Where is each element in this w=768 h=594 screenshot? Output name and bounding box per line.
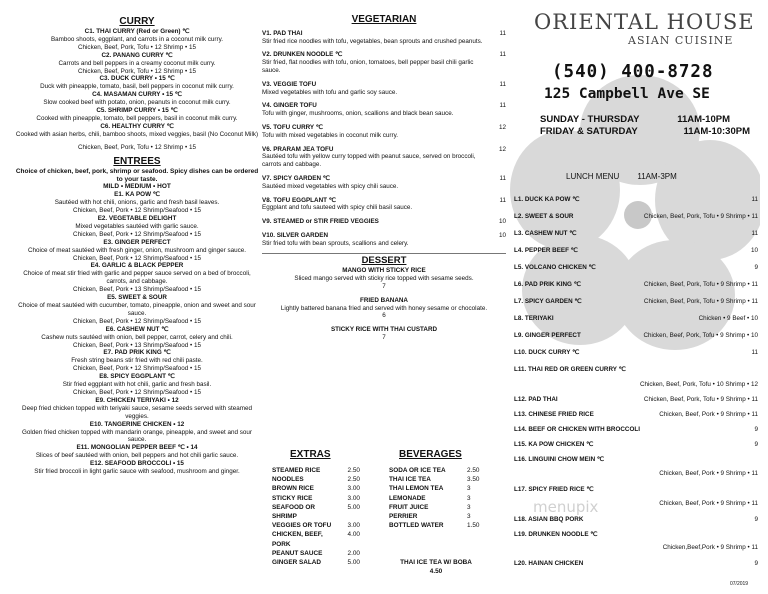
list-item: L16. LINGUINI CHOW MEIN ℃ — [514, 456, 604, 463]
list-item: Chicken,Beef,Pork • 9 Shrimp • 11 — [662, 544, 758, 551]
lunch-heading: LUNCH MENU 11AM-3PM — [566, 172, 677, 181]
table-row: STICKY RICE 3.00 — [272, 494, 360, 502]
list-item: E2. VEGETABLE DELIGHT Mixed vegetables sautéed with garlic sauce. Chicken, Beef, Pork • 12 Shrimp/Seafood • 15 — [73, 215, 201, 238]
entrees-list — [12, 191, 262, 476]
table-row: FRUIT JUICE 3 — [389, 503, 471, 511]
table-row: LEMONADE 3 — [389, 494, 471, 502]
curry-heading: CURRY — [119, 16, 155, 27]
list-item: L1. DUCK KA POW ℃ 11 — [514, 196, 758, 203]
list-item: L20. HAINAN CHICKEN 9 — [514, 560, 758, 567]
table-row: BROWN RICE 3.00 — [272, 485, 360, 493]
list-item: C6. HEALTHY CURRY ℃ Cooked with asian herbs, chili, bamboo shoots, mixed veggies, basil (No Coconut Milk) Chicken, Beef, Pork, Tofu • 12 Shrimp • 15 — [15, 122, 259, 151]
list-item: V8. TOFU EGGPLANT ℃ 11 Eggplant and tofu sauteed with spicy chili basil sauce. — [262, 196, 506, 212]
hours: SUNDAY - THURSDAY 11AM-10PM FRIDAY & SATURDAY 11AM-10:30PM — [540, 114, 750, 137]
address: 125 Campbell Ave SE — [544, 86, 710, 102]
watermark: menupix — [533, 498, 599, 516]
list-item: L14. BEEF OR CHICKEN WITH BROCCOLI 9 — [514, 426, 758, 433]
list-item: L5. VOLCANO CHICKEN ℃ 9 — [514, 264, 758, 271]
vegetarian-list — [262, 30, 506, 248]
list-item: Chicken, Beef, Pork • 9 Shrimp • 11 — [659, 470, 758, 477]
list-item: L19. DRUNKEN NOODLE ℃ — [514, 531, 598, 538]
list-item: E10. TANGERINE CHICKEN • 12 Golden fried chicken topped with mandarin orange, pineapple, and sweet and sour sauce. — [22, 420, 252, 444]
list-item: V2. DRUNKEN NOODLE ℃ 11 Stir fried, flat noodles with tofu, onion, tomatoes, bell pepper basil chili garlic sauce. — [262, 51, 506, 74]
table-row: BOTTLED WATER 1.50 — [389, 522, 480, 530]
table-row: CHICKEN, BEEF, PORK 4.00 — [272, 531, 360, 548]
brand-tagline: ASIAN CUISINE — [628, 34, 734, 47]
menu-date: 07/2019 — [730, 581, 749, 587]
dessert-heading: DESSERT — [361, 254, 407, 266]
list-item: L4. PEPPER BEEF ℃ 10 — [514, 247, 758, 254]
list-item: V1. PAD THAI 11 Stir fried rice noodles with tofu, vegetables, bean sprouts and crushed peanuts. — [262, 29, 506, 45]
extras-table — [272, 448, 360, 567]
beverages-heading: BEVERAGES — [399, 449, 462, 460]
list-item: E5. SWEET & SOUR Choice of meat sautéed with cucumber, tomato, pineapple, onion and sweet and sour sauce. Chicken, Beef, Pork • 12 Shrimp/Seafood • 15 — [18, 294, 256, 325]
list-item: L6. PAD PRIK KING ℃ Chicken, Beef, Pork, Tofu • 9 Shrimp • 11 — [514, 281, 758, 288]
table-row: NOODLES 2.50 — [272, 476, 360, 484]
list-item: E11. MONGOLIAN PEPPER BEEF ℃ • 14 Slices of beef sautéed with onion, bell peppers and hot chili garlic sauce. — [35, 444, 239, 460]
list-item: V3. VEGGIE TOFU 11 Mixed vegetables with tofu and garlic soy sauce. — [262, 80, 506, 96]
list-item: L7. SPICY GARDEN ℃ Chicken, Beef, Pork, Tofu • 9 Shrimp • 11 — [514, 298, 758, 305]
boba-item: THAI ICE TEA W/ BOBA 4.50 — [400, 559, 472, 575]
list-item: L15. KA POW CHICKEN ℃ 9 — [514, 441, 758, 448]
list-item: V10. SILVER GARDEN 10 Stir fried tofu with bean sprouts, scallions and celery. — [262, 231, 506, 247]
table-row: PERRIER 3 — [389, 513, 471, 521]
list-item: V5. TOFU CURRY ℃ 12 Tofu with mixed vegetables in coconut milk curry. — [262, 123, 506, 139]
list-item: L11. THAI RED OR GREEN CURRY ℃ — [514, 366, 626, 373]
list-item: L10. DUCK CURRY ℃ 11 — [514, 349, 758, 356]
table-row: GINGER SALAD 5.00 — [272, 559, 360, 567]
table-row: SODA OR ICE TEA 2.50 — [389, 467, 480, 474]
list-item: E8. SPICY EGGPLANT ℃ Stir fried eggplant with hot chili, garlic and fresh basil. Chicken, Beef, Pork • 12 Shrimp/Seafood • 15 — [62, 373, 212, 396]
list-item: E6. CASHEW NUT ℃ Cashew nuts sautéed with onion, bell pepper, carrot, celery and chili. Chicken, Beef, Pork • 13 Shrimp/Seafood • 15 — [41, 325, 233, 349]
list-item: STICKY RICE WITH THAI CUSTARD 7 — [330, 326, 438, 341]
table-row: PEANUT SAUCE 2.00 — [272, 549, 360, 557]
list-item: E1. KA POW ℃ Sautéed with hot chili, onions, garlic and fresh basil leaves. Chicken, Beef, Pork • 12 Shrimp/Seafood • 15 — [54, 191, 220, 215]
table-row: SEAFOOD OR SHRIMP 5.00 — [272, 503, 360, 521]
list-item: FRIED BANANA Lightly battered banana fried and served with honey sesame or chocolate. 6 — [280, 296, 488, 320]
list-item: E3. GINGER PERFECT Choice of meat sautéed with fresh ginger, onion, mushroom and ginger sauce. Chicken, Beef, Pork • 12 Shrimp/Seafood • 15 — [27, 238, 247, 262]
list-item: C1. THAI CURRY (Red or Green) ℃ Bamboo shoots, eggplant, and carrots in a coconut milk curry. Chicken, Beef, Pork, Tofu • 12 Shrimp • 15 — [50, 28, 224, 51]
list-item: C3. DUCK CURRY • 15 ℃ Duck with pineapple, tomato, basil, bell peppers in coconut milk curry. — [40, 75, 234, 91]
list-item: C4. MASAMAN CURRY • 15 ℃ Slow cooked beef with potato, onion, peanuts in coconut milk curry. — [43, 91, 231, 107]
list-item: C2. PANANG CURRY ℃ Carrots and bell peppers in a creamy coconut milk curry. Chicken, Beef, Pork, Tofu • 12 Shrimp • 15 — [58, 51, 216, 75]
beverages-table — [389, 448, 503, 530]
list-item: L18. ASIAN BBQ PORK 9 — [514, 516, 758, 523]
table-row: VEGGIES OR TOFU 3.00 — [272, 522, 360, 530]
list-item: L9. GINGER PERFECT Chicken, Beef, Pork, Tofu • 9 Shrimp • 10 — [514, 332, 758, 339]
entrees-heading: ENTREES — [113, 155, 161, 167]
list-item: Chicken, Beef, Pork, Tofu • 10 Shrimp • 12 — [639, 381, 758, 388]
curry-entrees-column — [12, 0, 262, 476]
brand-name: ORIENTAL HOUSE — [534, 10, 755, 34]
table-row: THAI ICE TEA 3.50 — [389, 476, 480, 484]
phone-number: (540) 400-8728 — [552, 62, 714, 82]
list-item: L3. CASHEW NUT ℃ 11 — [514, 230, 758, 237]
vegetarian-heading: VEGETARIAN — [351, 14, 417, 25]
list-item: E7. PAD PRIK KING ℃ Fresh string beans stir fried with red chili paste. Chicken, Beef, Pork • 12 Shrimp/Seafood • 15 — [71, 349, 203, 373]
list-item: V7. SPICY GARDEN ℃ 11 Sautéed mixed vegetables with spicy chili sauce. — [262, 174, 506, 190]
spice-levels: MILD • MEDIUM • HOT — [103, 183, 171, 191]
list-item: Chicken, Beef, Pork • 9 Shrimp • 11 — [659, 500, 758, 507]
list-item: MANGO WITH STICKY RICE Sliced mango served with sticky rice topped with sesame seeds. 7 — [294, 267, 474, 290]
dessert-list — [262, 267, 506, 341]
list-item: V6. PRARAM JEA TOFU 12 Sautéed tofu with yellow curry topped with peanut sauce, served on broccoli, carrots and cabbage. — [262, 145, 506, 169]
table-row: THAI LEMON TEA 3 — [389, 485, 471, 493]
list-item: E9. CHICKEN TERIYAKI • 12 Deep fried chicken topped with teriyaki sauce, sesame seeds served with steamed veggies. — [22, 396, 252, 420]
extras-heading: EXTRAS — [290, 449, 331, 460]
list-item: V9. STEAMED or STIR FRIED VEGGIES 10 — [262, 218, 506, 226]
list-item: C5. SHRIMP CURRY • 15 ℃ Cooked with pineapple, tomato, bell peppers, basil in coconut milk curry. — [36, 107, 238, 122]
list-item: E12. SEAFOOD BROCCOLI • 15 Stir fried broccoli in light garlic sauce with seafood, mushroom and ginger. — [34, 460, 240, 476]
entrees-intro: Choice of chicken, beef, pork, shrimp or seafood. Spicy dishes can be ordered to your taste. — [15, 167, 259, 183]
list-item: L12. PAD THAI Chicken, Beef, Pork, Tofu • 9 Shrimp • 11 — [514, 396, 758, 403]
list-item: L8. TERIYAKI Chicken • 9 Beef • 10 — [514, 315, 758, 322]
list-item: L2. SWEET & SOUR Chicken, Beef, Pork, Tofu • 9 Shrimp • 11 — [514, 213, 758, 220]
list-item: L13. CHINESE FRIED RICE Chicken, Beef, Pork • 9 Shrimp • 11 — [514, 411, 758, 418]
vegetarian-dessert-column — [262, 0, 506, 342]
curry-list — [12, 28, 262, 152]
table-row: STEAMED RICE 2.50 — [272, 467, 360, 474]
list-item: L17. SPICY FRIED RICE ℃ — [514, 486, 594, 493]
list-item: E4. GARLIC & BLACK PEPPER Choice of meat stir fried with garlic and pepper sauce served on a bed of broccoli, carrots, and cabbage. Chicken, Beef, Pork • 13 Shrimp/Seafood • 15 — [23, 262, 251, 294]
list-item: V4. GINGER TOFU 11 Tofu with ginger, mushrooms, onion, scallions and black bean sauce. — [262, 102, 506, 118]
